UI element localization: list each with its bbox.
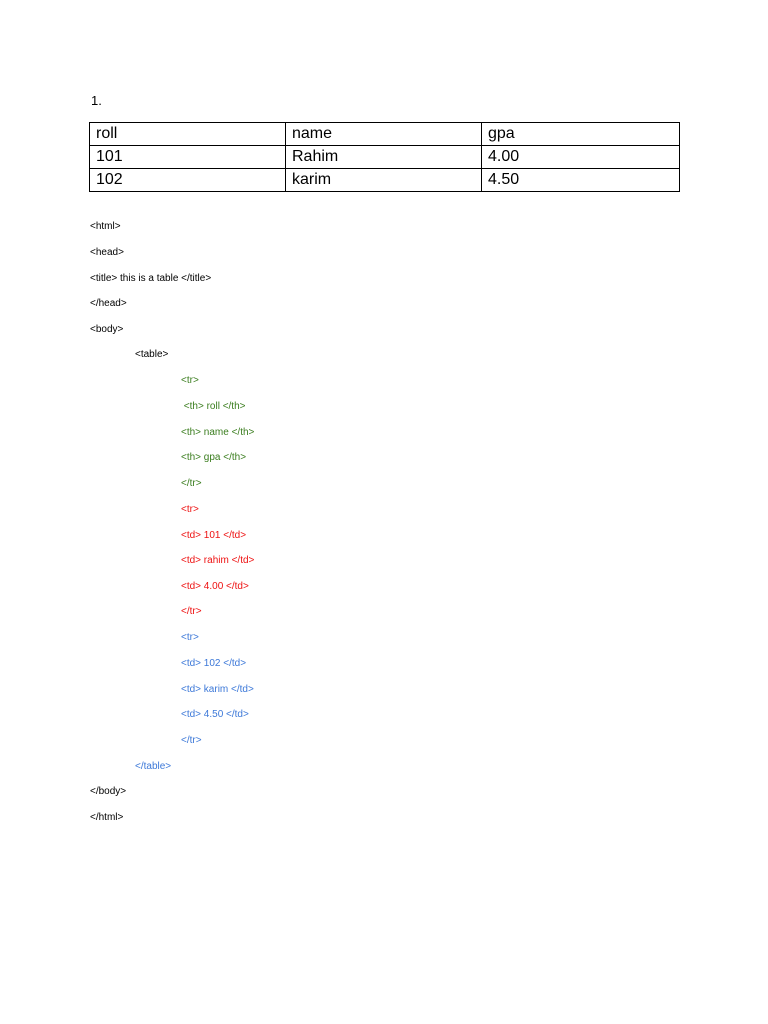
code-line: <td> karim </td> xyxy=(181,684,254,695)
code-line: <tr> xyxy=(181,504,199,515)
table-cell: 4.00 xyxy=(482,146,680,169)
table-row xyxy=(90,169,680,192)
code-line: </tr> xyxy=(181,478,202,489)
code-line: <td> 101 </td> xyxy=(181,530,247,541)
code-line: <html> xyxy=(90,221,121,232)
code-line: <td> rahim </td> xyxy=(181,555,255,566)
table-row xyxy=(90,146,680,169)
code-line: <head> xyxy=(90,247,124,258)
code-line: <th> roll </th> xyxy=(181,401,246,412)
code-line: <th> name </th> xyxy=(181,427,255,438)
list-number: 1. xyxy=(91,93,102,108)
code-line: </html> xyxy=(90,812,124,823)
table-cell: karim xyxy=(286,169,482,192)
code-line: <th> gpa </th> xyxy=(181,452,247,463)
code-line: <tr> xyxy=(181,375,199,386)
code-line: </tr> xyxy=(181,735,202,746)
table-cell: 101 xyxy=(90,146,286,169)
code-line: <body> xyxy=(90,324,124,335)
table-cell: gpa xyxy=(482,123,680,146)
code-line: <td> 4.50 </td> xyxy=(181,709,249,720)
code-line: <table> xyxy=(135,349,169,360)
code-line: </tr> xyxy=(181,606,202,617)
code-line: <tr> xyxy=(181,632,199,643)
table-cell: Rahim xyxy=(286,146,482,169)
table-cell: 4.50 xyxy=(482,169,680,192)
code-line: <td> 102 </td> xyxy=(181,658,247,669)
table-cell: 102 xyxy=(90,169,286,192)
code-line: <td> 4.00 </td> xyxy=(181,581,249,592)
table-cell: roll xyxy=(90,123,286,146)
table-header-row xyxy=(90,123,680,146)
code-line: </table> xyxy=(135,761,172,772)
code-line: </head> xyxy=(90,298,127,309)
code-line: </body> xyxy=(90,786,127,797)
table-cell: name xyxy=(286,123,482,146)
data-table xyxy=(89,122,680,192)
code-line: <title> this is a table </title> xyxy=(90,273,212,284)
